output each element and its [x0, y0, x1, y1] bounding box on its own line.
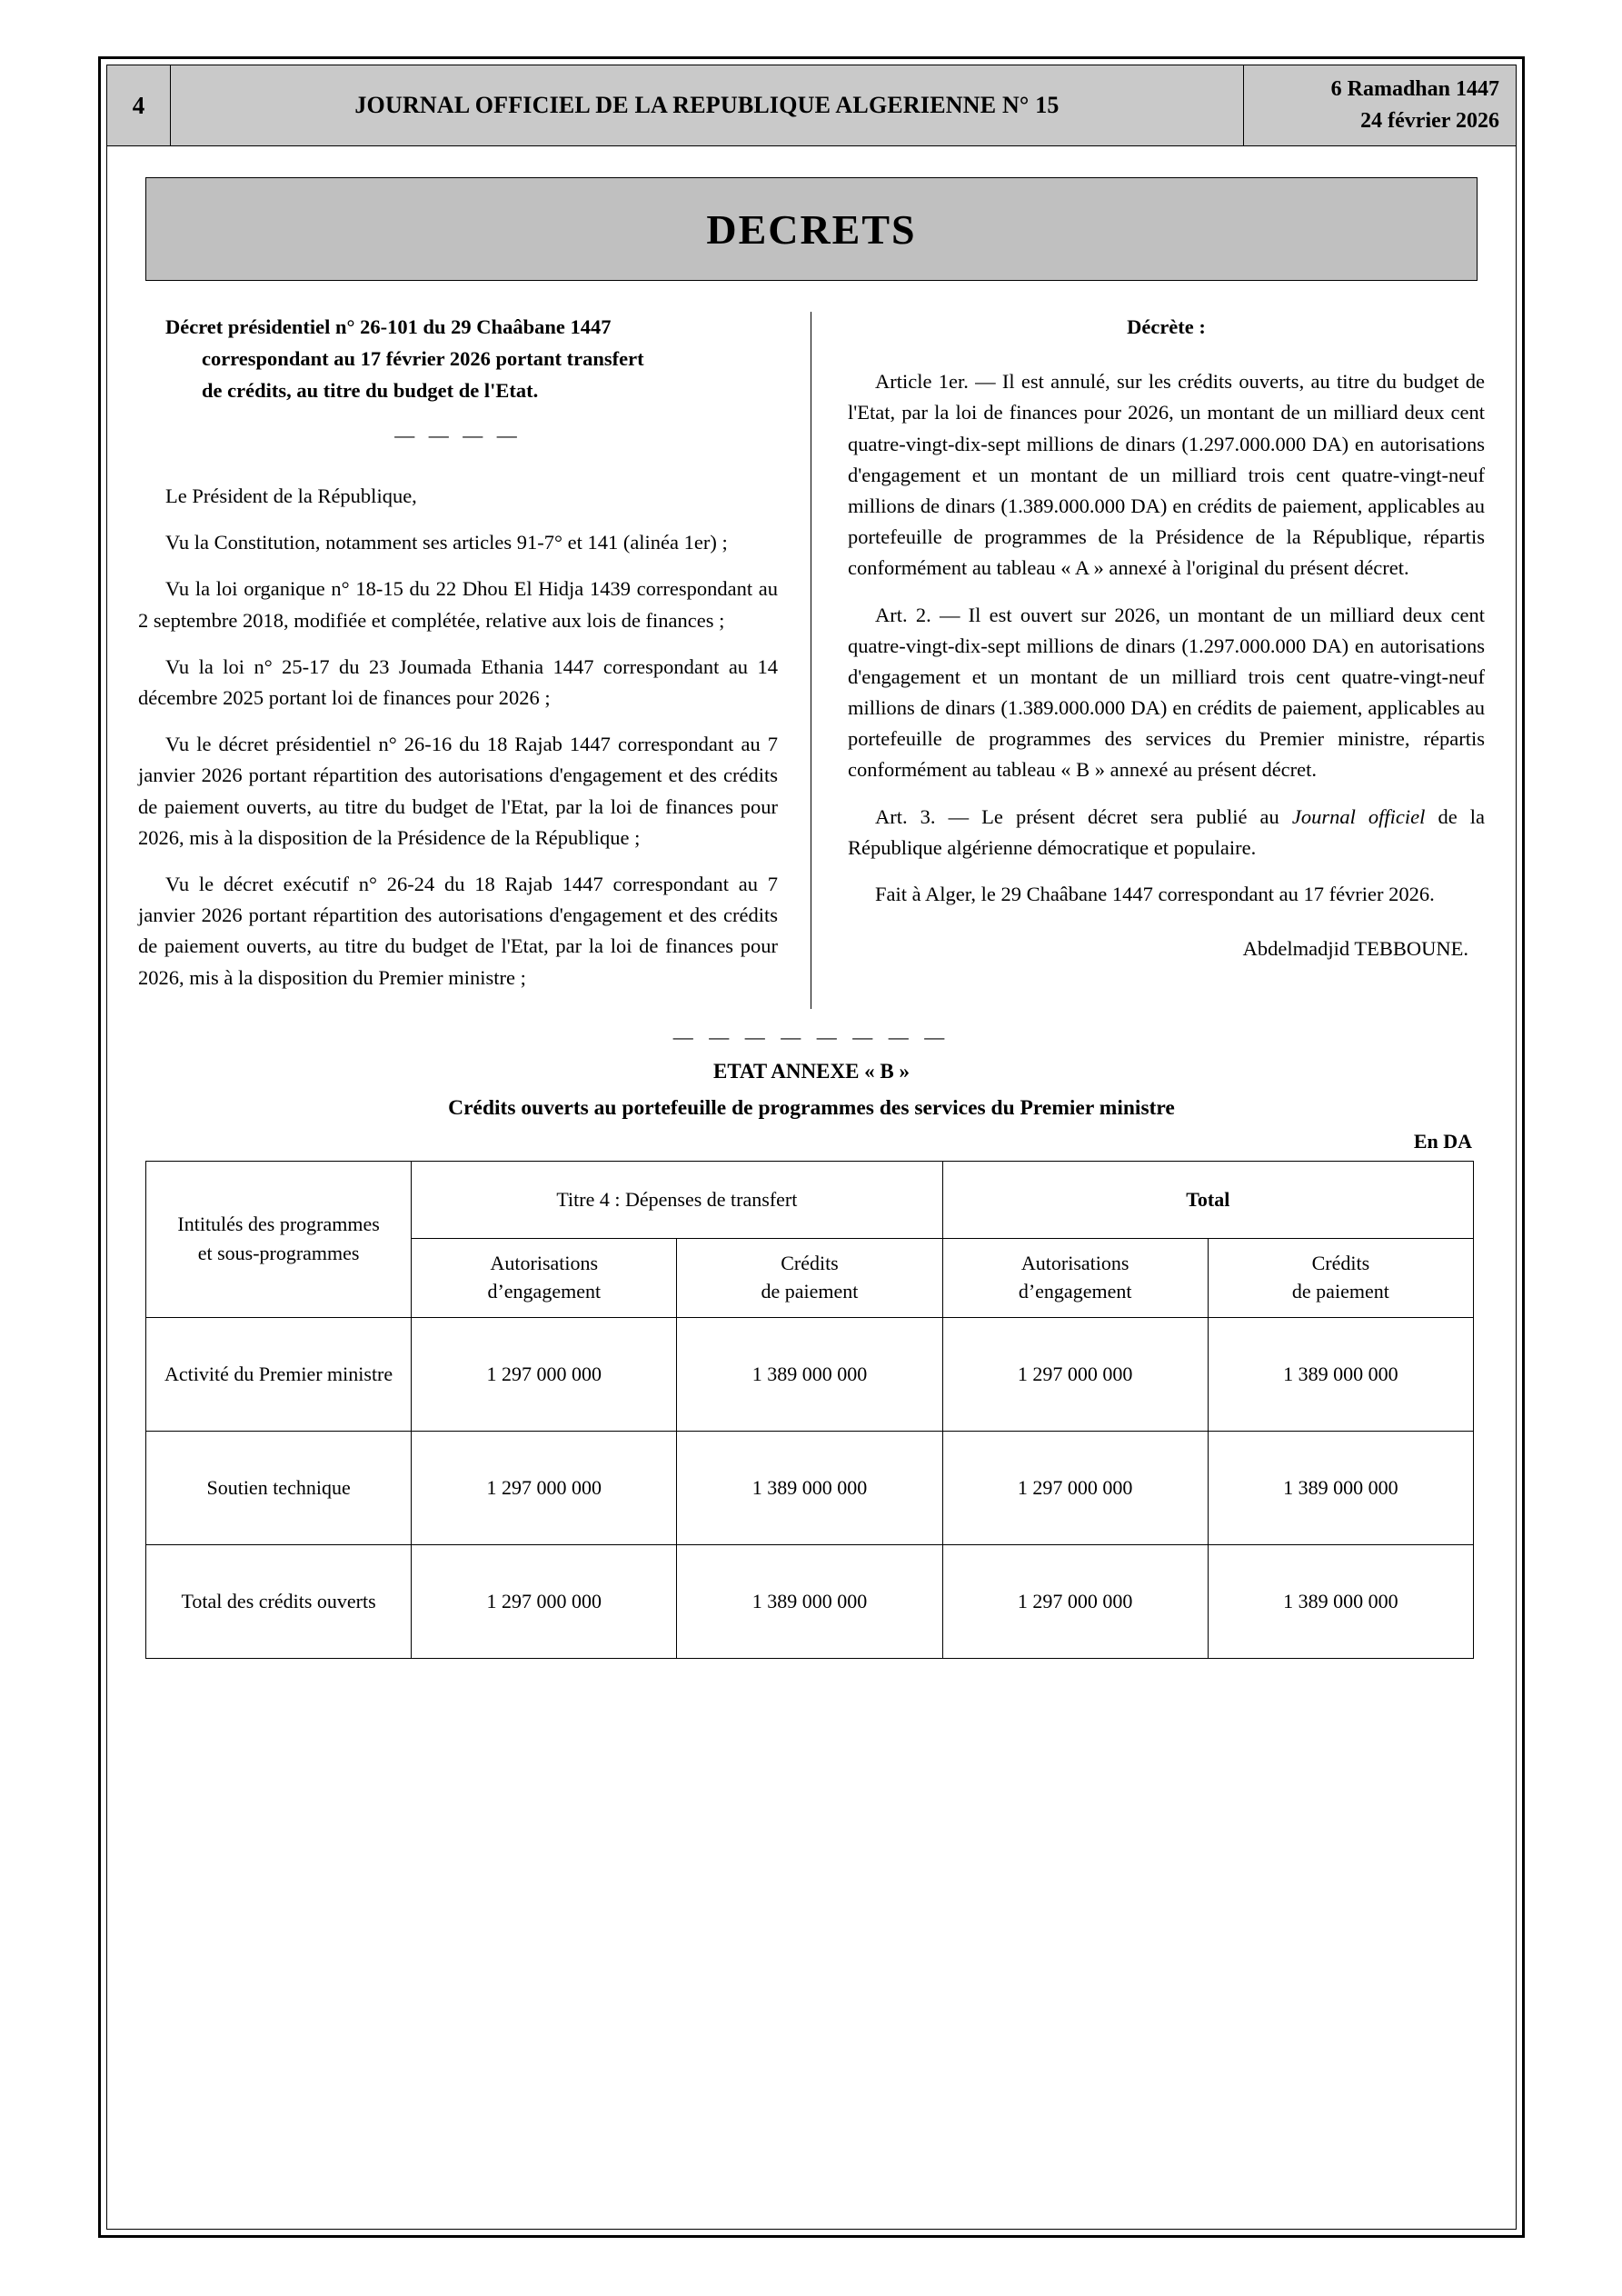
row-1-label: Soutien technique: [146, 1431, 412, 1544]
row-0-t4-cp: 1 389 000 000: [677, 1317, 942, 1431]
table-header-row-1: [146, 1161, 1474, 1238]
header-group-total: Total: [942, 1161, 1473, 1238]
row-2-total-ae: 1 297 000 000: [942, 1544, 1208, 1658]
article-2: Art. 2. — Il est ouvert sur 2026, un montant de un milliard deux cent quatre-vingt-dix-sept millions de dinars (1.297.000.000 DA) en autorisations d'engagement et un montant de un milliard trois cent quatre-vingt-neuf millions de dinars (1.389.000.000 DA) en crédits de paiement, applicables au portefeuille de programmes des services du Premier ministre, répartis conformément au tableau « B » annexé au présent décret.: [848, 603, 1485, 782]
date-gregorian: 24 février 2026: [1360, 109, 1499, 133]
article-3: [848, 802, 1485, 863]
paragraph-loi-organique: Vu la loi organique n° 18-15 du 22 Dhou El Hidja 1439 correspondant au 2 septembre 2018, modifiée et complétée, relative aux lois de finances ;: [138, 577, 778, 632]
table-row: [146, 1431, 1474, 1544]
decree-title-line1: Décret présidentiel n° 26-101 du 29 Chaâbane 1447: [165, 315, 612, 338]
decree-title-line3: de crédits, au titre du budget de l'Etat.: [202, 378, 539, 402]
journal-title: JOURNAL OFFICIEL DE LA REPUBLIQUE ALGERIENNE N° 15: [354, 92, 1060, 118]
row-1-total-cp: 1 389 000 000: [1208, 1431, 1473, 1544]
header-total-ae-line2: d’engagement: [1018, 1279, 1132, 1303]
decree-title: [138, 312, 778, 407]
table-row: [146, 1317, 1474, 1431]
row-0-total-cp: 1 389 000 000: [1208, 1317, 1473, 1431]
paragraph-constitution: Vu la Constitution, notamment ses articles 91-7° et 141 (alinéa 1er) ;: [165, 531, 728, 554]
journal-officiel-italic: Journal officiel: [1291, 804, 1426, 828]
row-2-t4-cp: 1 389 000 000: [677, 1544, 942, 1658]
two-column-text: [138, 312, 1485, 1009]
header-t4-cp-line2: de paiement: [761, 1279, 859, 1303]
header-total-cp-line2: de paiement: [1291, 1279, 1389, 1303]
header-programs: [146, 1161, 412, 1317]
row-2-t4-ae: 1 297 000 000: [412, 1544, 677, 1658]
header-t4-autorisations: [412, 1238, 677, 1317]
page-header: [107, 65, 1516, 146]
annexe-title: ETAT ANNEXE « B »: [713, 1059, 910, 1083]
date-hijri: 6 Ramadhan 1447: [1330, 77, 1499, 102]
header-total-credits: [1208, 1238, 1473, 1317]
paragraph-decret-presidentiel: Vu le décret présidentiel n° 26-16 du 18 Rajab 1447 correspondant au 7 janvier 2026 portant répartition des autorisations d'engagement et des crédits de paiement ouverts, au titre du budget de l'Etat, par la loi de finances pour 2026, mis à la disposition de la Présidence de la République ;: [138, 733, 778, 849]
header-total-autorisations: [942, 1238, 1208, 1317]
article-3-after: de la République algérienne démocratique et populaire.: [848, 804, 1485, 859]
row-2-total-cp: 1 389 000 000: [1208, 1544, 1473, 1658]
header-programs-line1: Intitulés des programmes: [177, 1213, 380, 1236]
article-1: Article 1er. — Il est annulé, sur les crédits ouverts, au titre du budget de l'Etat, par la loi de finances pour 2026, un montant de un milliard deux cent quatre-vingt-dix-sept millions de dinars (1.297.000.000 DA) en autorisations d'engagement et un montant de un milliard trois cent quatre-vingt-neuf millions de dinars (1.389.000.000 DA) en crédits de paiement, applicables au portefeuille de programmes de la Présidence de la République, répartis conformément au tableau « A » annexé à l'original du présent décret.: [848, 370, 1485, 580]
row-1-t4-ae: 1 297 000 000: [412, 1431, 677, 1544]
page-body: [107, 177, 1516, 1659]
fait-a-alger: Fait à Alger, le 29 Chaâbane 1447 correspondant au 17 février 2026.: [875, 883, 1435, 905]
left-column: [138, 312, 811, 1009]
row-0-total-ae: 1 297 000 000: [942, 1317, 1208, 1431]
title-separator: — — — —: [394, 423, 522, 446]
budget-table: [145, 1161, 1474, 1659]
page-inner-border: [106, 65, 1517, 2230]
header-t4-ae-line2: d’engagement: [487, 1279, 602, 1303]
row-0-label: Activité du Premier ministre: [146, 1317, 412, 1431]
header-t4-cp-line1: Crédits: [781, 1251, 839, 1274]
decrets-banner: DECRETS: [145, 177, 1478, 281]
header-programs-line2: et sous-programmes: [197, 1242, 360, 1265]
paragraph-loi-finances: Vu la loi n° 25-17 du 23 Joumada Ethania 1447 correspondant au 14 décembre 2025 portant loi de finances pour 2026 ;: [138, 654, 778, 709]
header-total-cp-line1: Crédits: [1311, 1251, 1370, 1274]
currency-unit: En DA: [1413, 1129, 1472, 1153]
decrete-label: Décrète :: [1127, 315, 1206, 338]
header-total-ae-line1: Autorisations: [1020, 1251, 1129, 1274]
row-1-total-ae: 1 297 000 000: [942, 1431, 1208, 1544]
journal-page: [98, 56, 1525, 2238]
article-3-before: Art. 3. — Le présent décret sera publié au: [875, 804, 1292, 828]
annexe-separator: — — — — — — — —: [672, 1024, 950, 1048]
paragraph-decret-executif: Vu le décret exécutif n° 26-24 du 18 Rajab 1447 correspondant au 7 janvier 2026 portant répartition des autorisations d'engagement et des crédits de paiement ouverts, au titre du budget de l'Etat, par la loi de finances pour 2026, mis à la disposition du Premier ministre ;: [138, 872, 778, 989]
paragraph-president: Le Président de la République,: [165, 484, 417, 508]
header-dates: [1243, 65, 1516, 145]
header-group-titre4: Titre 4 : Dépenses de transfert: [412, 1161, 942, 1238]
header-t4-ae-line1: Autorisations: [490, 1251, 599, 1274]
signature: Abdelmadjid TEBBOUNE.: [1242, 937, 1468, 961]
right-column: [811, 312, 1485, 1009]
row-2-label: Total des crédits ouverts: [146, 1544, 412, 1658]
decree-title-line2: correspondant au 17 février 2026 portant transfert: [202, 346, 644, 370]
row-1-t4-cp: 1 389 000 000: [677, 1431, 942, 1544]
page-number: 4: [107, 65, 171, 145]
annexe-subtitle: Crédits ouverts au portefeuille de programmes des services du Premier ministre: [448, 1095, 1175, 1120]
table-row: [146, 1544, 1474, 1658]
header-t4-credits: [677, 1238, 942, 1317]
row-0-t4-ae: 1 297 000 000: [412, 1317, 677, 1431]
